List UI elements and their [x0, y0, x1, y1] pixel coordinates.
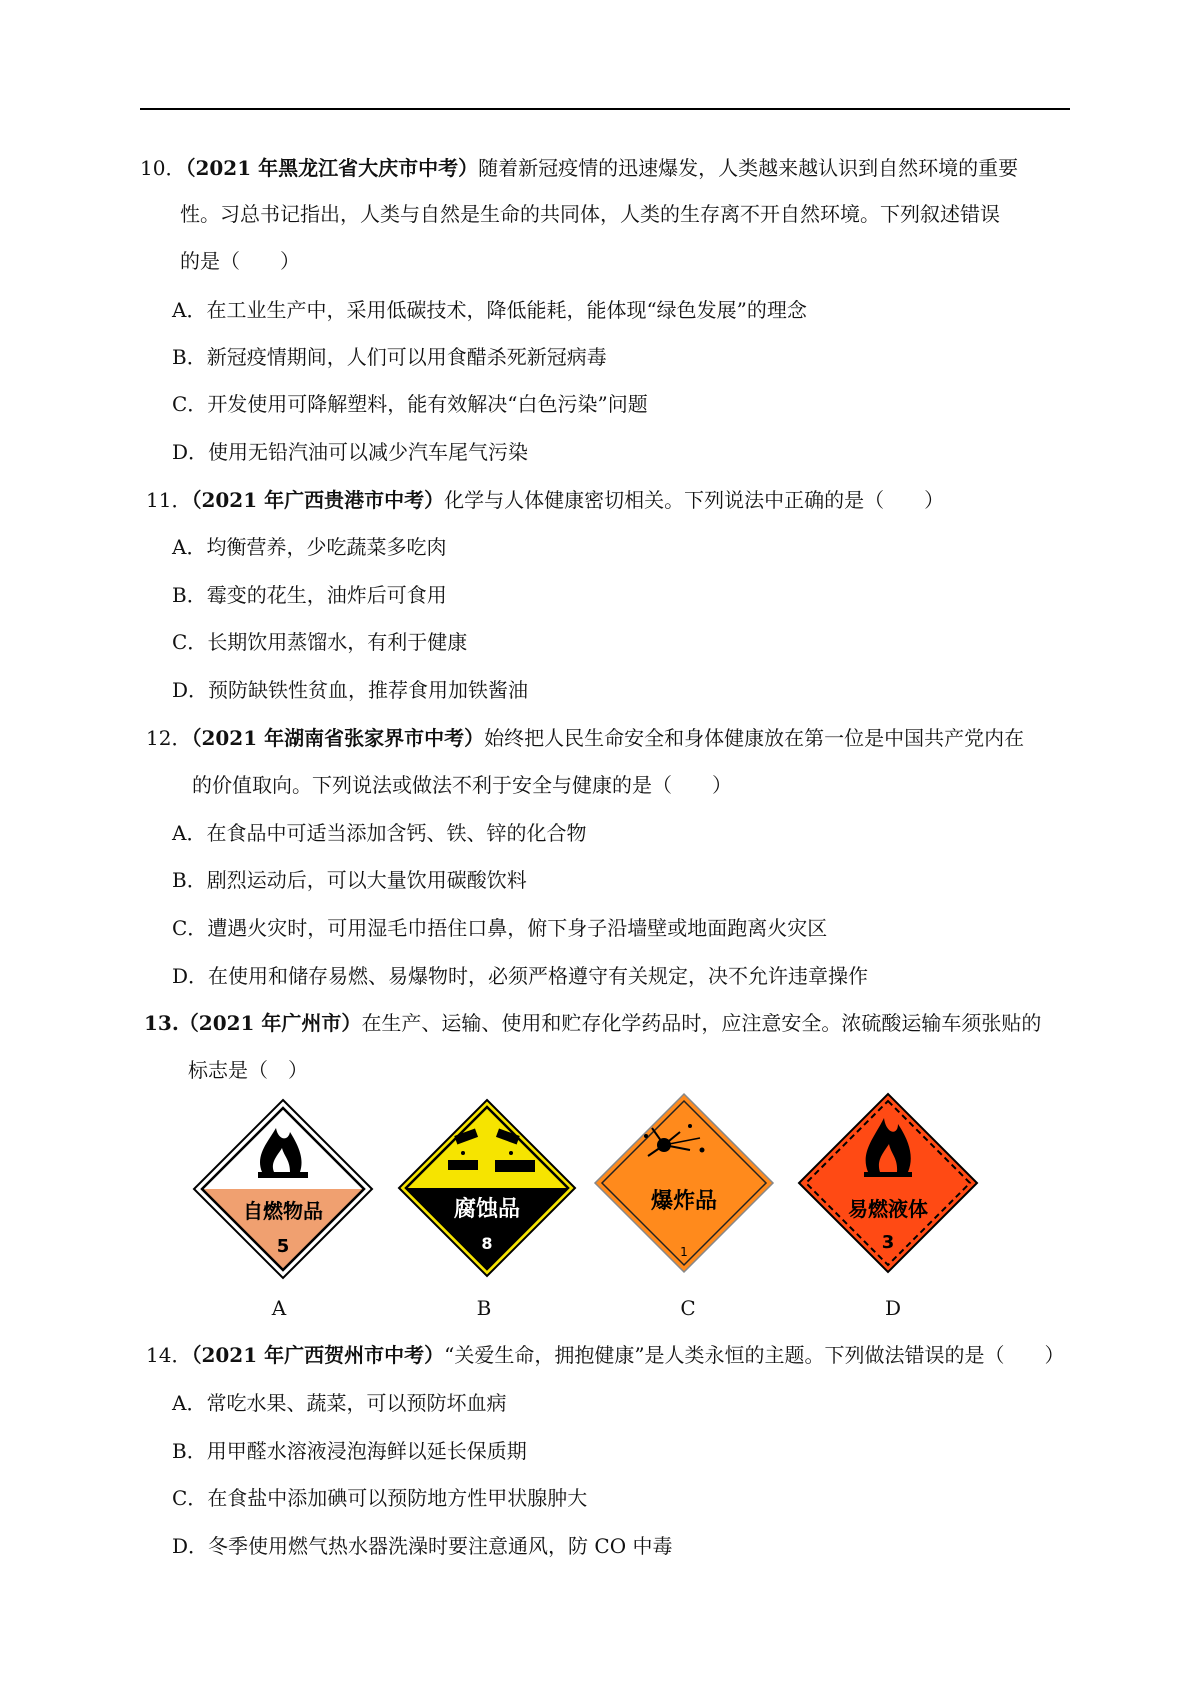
option-b: B [476, 1296, 492, 1320]
option-text: 遭遇火灾时，可用湿毛巾捂住口鼻，俯下身子沿墙壁或地面跑离火灾区 [207, 916, 828, 940]
option-text: 在食品中可适当添加含钙、铁、锌的化合物 [206, 821, 587, 845]
question-source: （2021 年广西贺州市中考） [191, 1343, 445, 1367]
option-c: C [680, 1296, 696, 1320]
question-source: （2021 年湖南省张家界市中考） [191, 726, 485, 750]
option-letter: A． [172, 535, 207, 559]
question-stem: 在生产、运输、使用和贮存化学药品时，应注意安全。浓硫酸运输车须张贴的 [361, 1011, 1042, 1035]
question-stem: 的价值取向。下列说法或做法不利于安全与健康的是（ ） [192, 773, 732, 797]
option-letter: B． [172, 868, 207, 892]
question-stem: 的是（ ） [180, 249, 300, 273]
option-a: A [271, 1296, 287, 1320]
question-number: 14． [146, 1343, 192, 1367]
option-text: 长期饮用蒸馏水，有利于健康 [207, 630, 468, 654]
option-b [172, 1438, 527, 1464]
option-letter: B． [172, 345, 207, 369]
option-text: 在工业生产中，采用低碳技术，降低能耗，能体现“绿色发展”的理念 [206, 298, 807, 322]
option-text: 使用无铅汽油可以减少汽车尾气污染 [208, 440, 529, 464]
sign-c-number: 1 [680, 1245, 688, 1259]
option-text: 新冠疫情期间，人们可以用食醋杀死新冠病毒 [206, 345, 607, 369]
question-stem: 随着新冠疫情的迅速爆发，人类越来越认识到自然环境的重要 [478, 156, 1019, 180]
question-number: 11． [146, 488, 192, 512]
sign-a-label: 自燃物品 [243, 1199, 323, 1223]
option-letter: C． [172, 392, 208, 416]
metal-bar-icon [495, 1160, 535, 1172]
option-letter: A． [172, 1391, 207, 1415]
question-14-line-1 [146, 1342, 1065, 1368]
sign-c-label: 爆炸品 [650, 1189, 718, 1214]
sign-d-number: 3 [881, 1232, 895, 1253]
option-letter: A． [172, 821, 207, 845]
option-text: 均衡营养，少吃蔬菜多吃肉 [206, 535, 447, 559]
question-stem: 性。习总书记指出，人类与自然是生命的共同体，人类的生存离不开自然环境。下列叙述错误 [180, 202, 1000, 226]
option-letter: C． [172, 1486, 208, 1510]
option-letter: D． [172, 440, 209, 464]
option-text: 用甲醛水溶液浸泡海鲜以延长保质期 [206, 1439, 527, 1463]
hazard-sign-d [799, 1094, 977, 1272]
option-d: D [884, 1296, 902, 1320]
option-text: 常吃水果、蔬菜，可以预防坏血病 [206, 1391, 507, 1415]
option-text: 冬季使用燃气热水器洗澡时要注意通风，防 CO 中毒 [208, 1534, 673, 1558]
option-letter: B． [172, 1439, 207, 1463]
option-d [172, 1533, 672, 1559]
option-text: 剧烈运动后，可以大量饮用碳酸饮料 [206, 868, 527, 892]
sign-d-label: 易燃液体 [848, 1197, 928, 1221]
option-letter: B． [172, 583, 207, 607]
option-text: 在使用和储存易燃、易爆物时，必须严格遵守有关规定，决不允许违章操作 [208, 964, 869, 988]
question-stem: “关爱生命，拥抱健康”是人类永恒的主题。下列做法错误的是（ ） [444, 1343, 1065, 1367]
sign-b-label: 腐蚀品 [453, 1197, 521, 1222]
question-source: （2021 年黑龙江省大庆市中考） [185, 156, 479, 180]
question-number: 13. [144, 1011, 179, 1035]
option-letter: C． [172, 630, 208, 654]
sign-b-number: 8 [481, 1234, 493, 1253]
option-text: 开发使用可降解塑料，能有效解决“白色污染”问题 [207, 392, 648, 416]
question-number: 10． [140, 156, 186, 180]
option-a [172, 1390, 506, 1416]
question-stem: 化学与人体健康密切相关。下列说法中正确的是（ ） [444, 488, 945, 512]
sign-a-number: 5 [276, 1236, 290, 1257]
option-letter: C． [172, 916, 208, 940]
question-source: （2021 年广州市） [178, 1011, 362, 1035]
option-letter: D． [172, 1534, 209, 1558]
question-stem: 标志是（ ） [188, 1058, 308, 1082]
option-letter: D． [172, 964, 209, 988]
hazard-sign-b [399, 1100, 575, 1276]
question-source: （2021 年广西贵港市中考） [191, 488, 445, 512]
option-letter: D． [172, 678, 209, 702]
hand-icon [448, 1160, 478, 1170]
option-text: 预防缺铁性贫血，推荐食用加铁酱油 [208, 678, 529, 702]
hazard-sign-c [595, 1094, 773, 1272]
option-c [172, 1485, 587, 1511]
question-number: 12． [146, 726, 192, 750]
option-letter: A． [172, 298, 207, 322]
option-text: 在食盐中添加碘可以预防地方性甲状腺肿大 [207, 1486, 588, 1510]
option-text: 霉变的花生，油炸后可食用 [206, 583, 447, 607]
hazard-sign-a [194, 1100, 372, 1278]
question-stem: 始终把人民生命安全和身体健康放在第一位是中国共产党内在 [484, 726, 1025, 750]
